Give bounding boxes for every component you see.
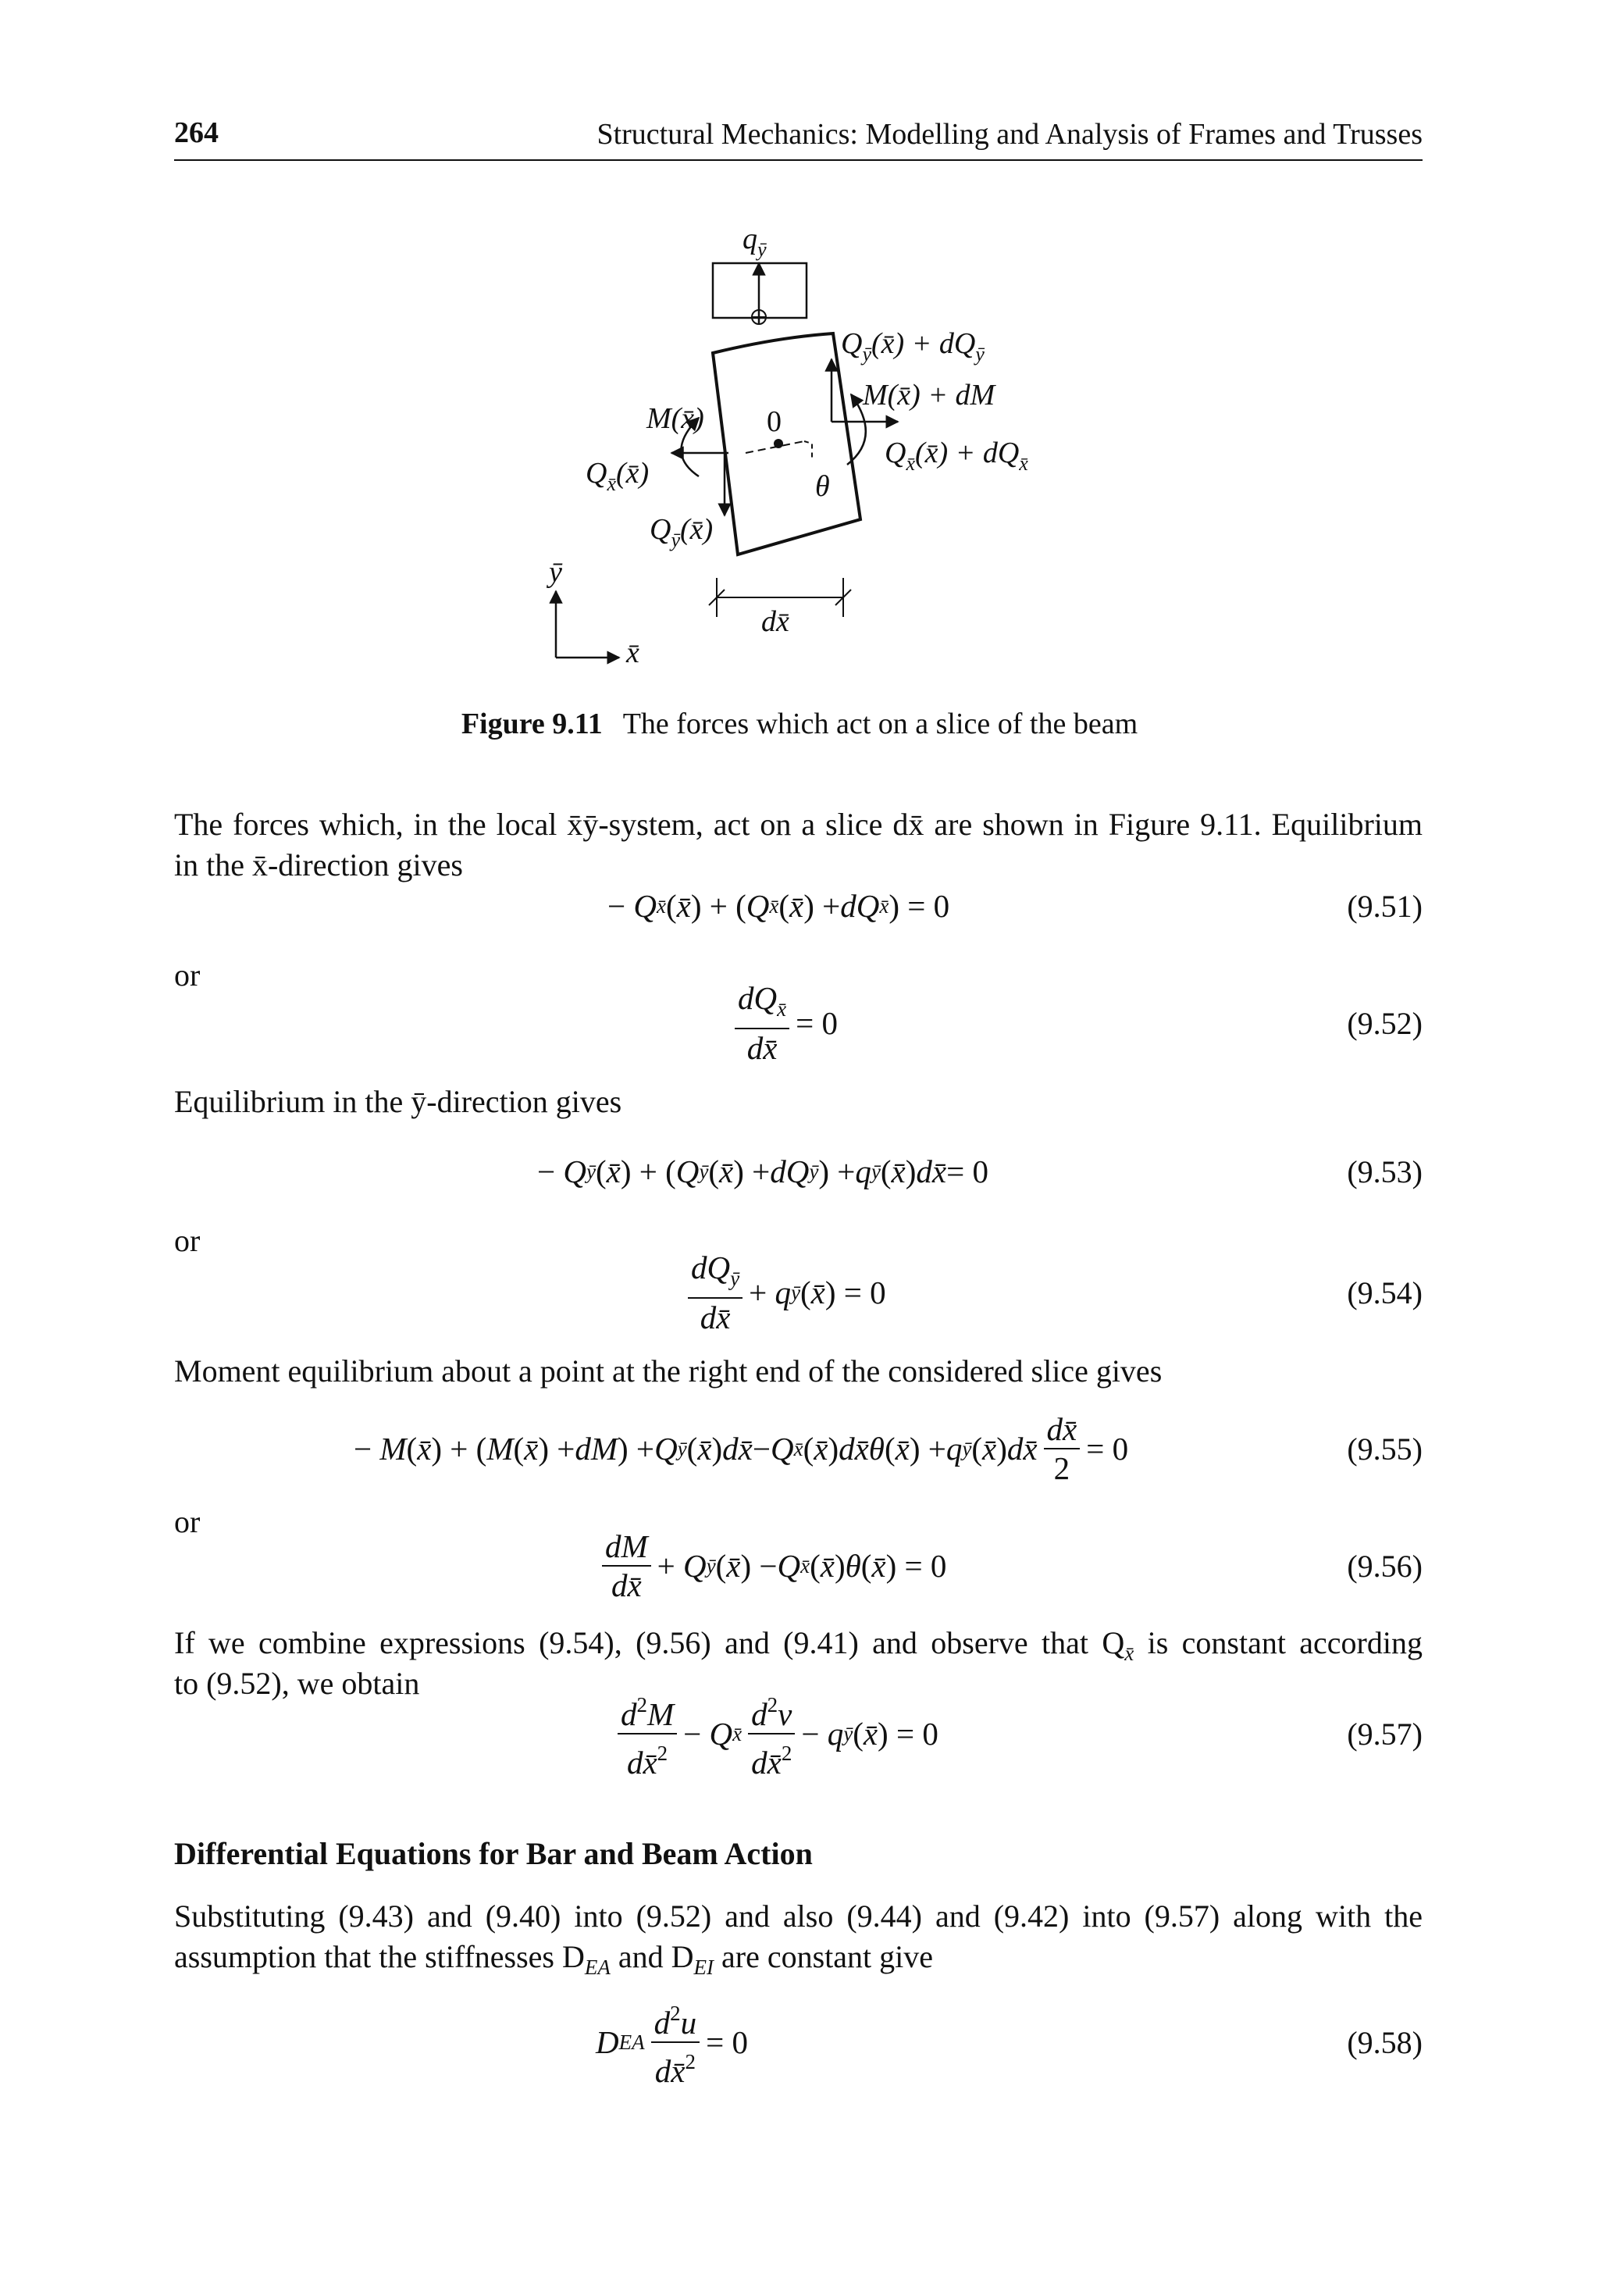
label-moment-right: M(x̄) + dM — [863, 379, 995, 412]
label-shear-left: $Q_ȳ(x̄)$ — [650, 513, 714, 551]
paragraph-3: Moment equilibrium about a point at the right end of the considered slice gives — [174, 1353, 1163, 1389]
equation-9-58: D EA $d^2u$ dx̄$^2$ = 0 (9.58) — [174, 1999, 1423, 2085]
equation-9-54: $dQ_ȳ$ dx̄ + q ȳ ( x̄ ) = 0 (9.54) — [174, 1250, 1423, 1335]
equation-9-57: $d^2M$ dx̄$^2$ − Q x̄ $d^2v$ dx̄$^2$ − q ȳ ( x̄ ) = 0 (9.57) — [174, 1691, 1423, 1777]
equation-number: (9.56) — [1347, 1548, 1423, 1584]
paragraph-5-line-1: Substituting (9.43) and (9.40) into (9.52) and also (9.44) and (9.42) into (9.57) along with the — [174, 1898, 1423, 1934]
beam-slice-diagram — [0, 0, 1599, 703]
label-axial-left: $Q_{x̄}(x̄)$ — [586, 457, 650, 495]
equation-9-51: − Q x̄ ( x̄ ) + ( Q x̄ ( x̄ ) + dQ x̄ ) = 0 (9.51) — [174, 863, 1423, 949]
figure-caption-text: The forces which act on a slice of the beam — [622, 708, 1138, 740]
connector-or-1: or — [174, 957, 201, 993]
label-axis-x: x̄ — [626, 636, 639, 669]
equation-9-55: − M ( x̄ ) + ( M ( x̄ ) + dM ) + Q ȳ ( x̄ ) dx̄ − Q x̄ ( x̄ ) dx̄θ ( x̄ ) + q ȳ ( x̄ ) dx̄ dx̄ 2 = 0 (9.55) — [174, 1406, 1423, 1492]
figure-caption-label: Figure 9.11 — [461, 708, 603, 740]
figure-caption — [0, 707, 1599, 741]
coordinate-axes — [556, 591, 619, 658]
equation-number: (9.53) — [1347, 1153, 1423, 1189]
paragraph-1-line-1: The forces which, in the local x̄ȳ-system, act on a slice dx̄ are shown in Figure 9.11. Equilibrium — [174, 807, 1423, 842]
label-origin: 0 — [767, 405, 782, 438]
paragraph-2: Equilibrium in the ȳ-direction gives — [174, 1084, 622, 1119]
connector-or-3: or — [174, 1504, 201, 1539]
connector-or-2: or — [174, 1223, 201, 1258]
running-title: Structural Mechanics: Modelling and Analysis of Frames and Trusses — [597, 118, 1423, 151]
label-load-q: $q_ȳ$ — [743, 223, 767, 261]
distributed-load-box — [713, 263, 807, 324]
label-axial-right: $Q_{x̄}(x̄) + dQ_{x̄}$ — [885, 437, 1028, 475]
label-dx: dx̄ — [761, 605, 789, 638]
equation-9-56: dM dx̄ + Q ȳ ( x̄ ) − Q x̄ ( x̄ ) θ ( x̄ ) = 0 (9.56) — [174, 1523, 1423, 1609]
section-heading: Differential Equations for Bar and Beam Action — [174, 1836, 813, 1871]
paragraph-4-line-2: to (9.52), we obtain — [174, 1666, 420, 1701]
label-theta: θ — [815, 470, 830, 503]
equation-number: (9.57) — [1347, 1716, 1423, 1752]
paragraph-1-line-2: in the x̄-direction gives — [174, 847, 463, 882]
equation-number: (9.58) — [1347, 2024, 1423, 2060]
paragraph-4-line-1: If we combine expressions (9.54), (9.56) and (9.41) and observe that $Q_{x̄}$ is constant according — [174, 1625, 1423, 1665]
label-shear-right: $Q_ȳ(x̄) + dQ_ȳ$ — [841, 327, 985, 365]
equation-number: (9.54) — [1347, 1275, 1423, 1310]
label-axis-y: ȳ — [549, 556, 562, 589]
paragraph-5-line-2: assumption that the stiffnesses $D_{EA}$ and $D_{EI}$ are constant give — [174, 1939, 934, 1979]
equation-number: (9.51) — [1347, 888, 1423, 924]
equation-9-52: $dQ_{x̄}$ dx̄ = 0 (9.52) — [174, 980, 1423, 1066]
label-moment-left: M(x̄) — [646, 402, 704, 435]
equation-number: (9.52) — [1347, 1005, 1423, 1041]
equation-number: (9.55) — [1347, 1431, 1423, 1467]
equation-9-53: − Q ȳ ( x̄ ) + ( Q ȳ ( x̄ ) + dQ ȳ ) + q ȳ ( x̄ ) dx̄ = 0 (9.53) — [174, 1128, 1423, 1214]
page-number: 264 — [174, 116, 219, 149]
